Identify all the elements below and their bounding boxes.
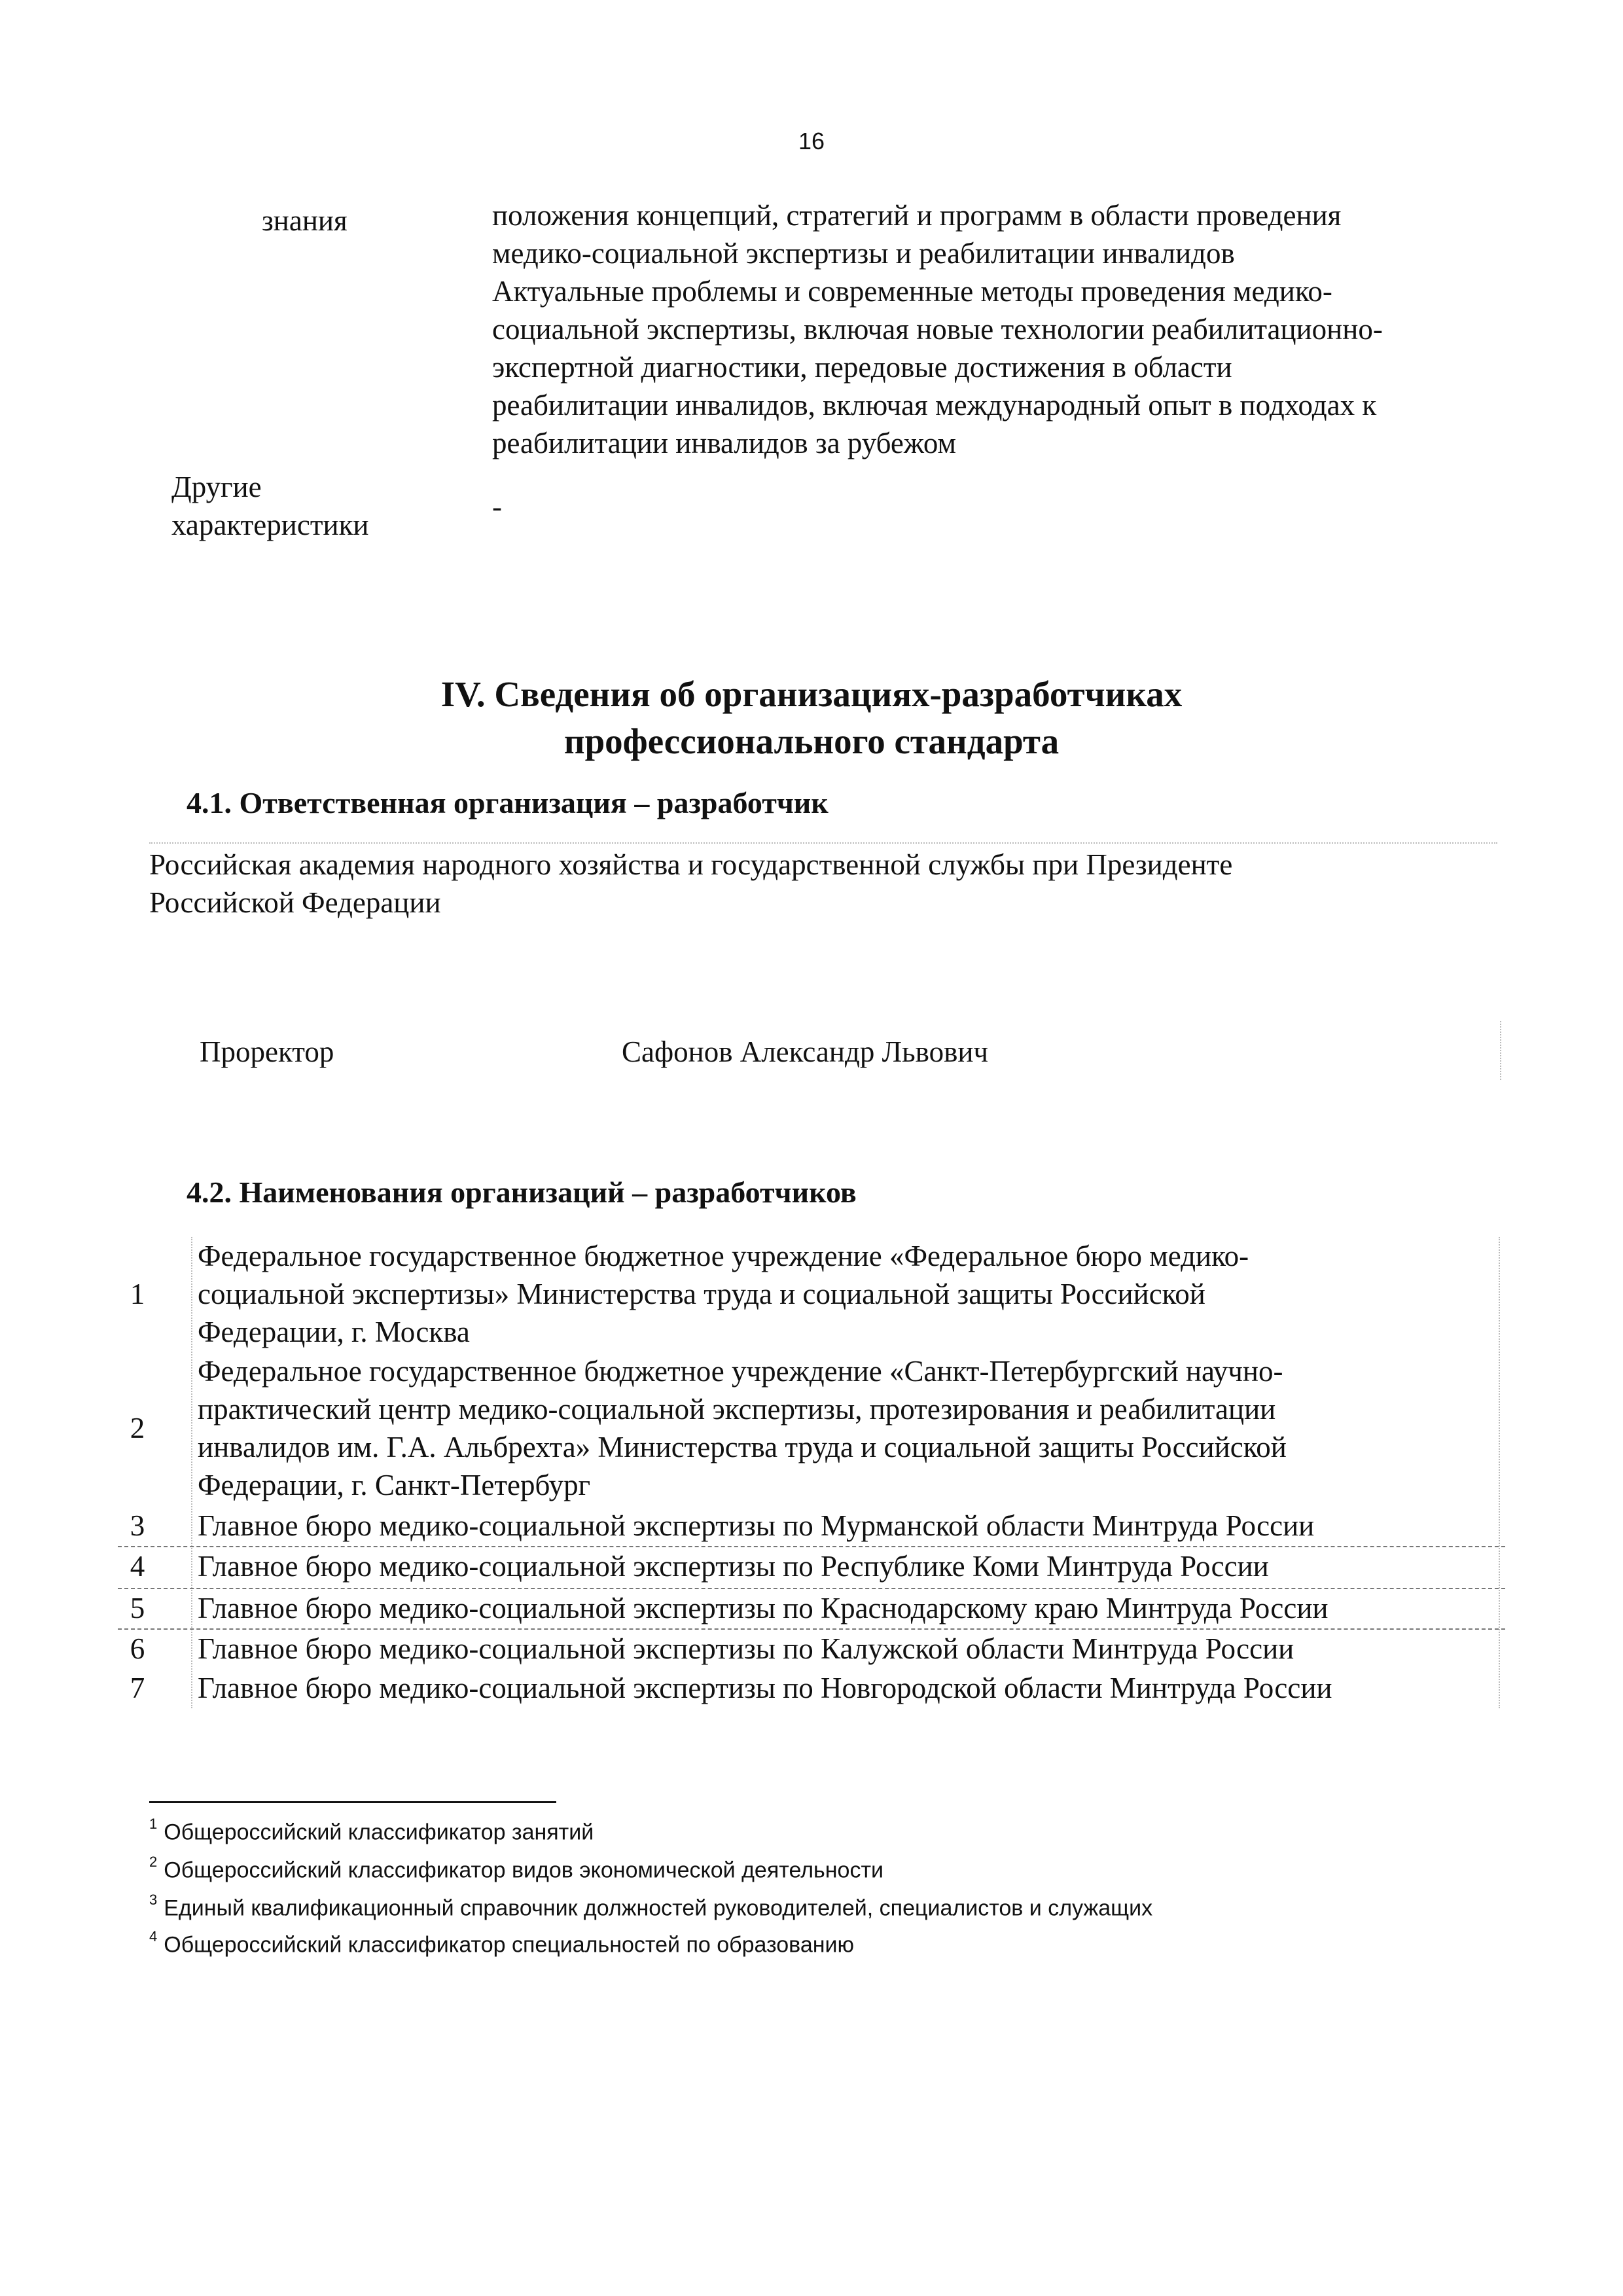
footnote bbox=[149, 1851, 883, 1884]
other-characteristics-value: - bbox=[492, 490, 502, 523]
knowledge-line: экспертной диагностики, передовые достижения в области bbox=[492, 351, 1232, 384]
table-row bbox=[118, 1589, 1505, 1627]
footnote-mark: 1 bbox=[149, 1816, 158, 1832]
footnote-text: Общероссийский классификатор специальностей по образованию bbox=[164, 1932, 855, 1958]
row-number: 5 bbox=[130, 1592, 145, 1624]
table-row bbox=[118, 1507, 1505, 1545]
table-row bbox=[118, 1547, 1505, 1585]
other-label-line: характеристики bbox=[171, 509, 369, 541]
table-row bbox=[118, 1630, 1505, 1668]
row-text: Главное бюро медико-социальной экспертизы по Калужской области Минтруда России bbox=[198, 1632, 1294, 1665]
page-number: 16 bbox=[798, 128, 825, 154]
organization-line: Российской Федерации bbox=[149, 886, 441, 919]
section-iv-title-line: IV. Сведения об организациях-разработчиках bbox=[440, 674, 1183, 714]
row-number: 6 bbox=[130, 1632, 145, 1665]
footnote-separator bbox=[149, 1801, 556, 1803]
table-row bbox=[118, 1669, 1505, 1707]
section-iv-title-line: профессионального стандарта bbox=[563, 721, 1060, 761]
section-4-1-heading: 4.1. Ответственная организация – разработчик bbox=[187, 786, 829, 819]
table-row bbox=[118, 1237, 1505, 1351]
row-text: Федеральное государственное бюджетное учреждение «Санкт-Петербургский научно- bbox=[198, 1355, 1283, 1388]
row-text: Федеральное государственное бюджетное учреждение «Федеральное бюро медико- bbox=[198, 1240, 1249, 1272]
table-row bbox=[118, 1352, 1505, 1504]
footnote-mark: 4 bbox=[149, 1928, 158, 1945]
row-text: социальной экспертизы» Министерства труда и социальной защиты Российской bbox=[198, 1278, 1205, 1310]
table-border bbox=[149, 842, 1497, 844]
responsible-organization bbox=[149, 846, 1232, 922]
section-4-2-heading: 4.2. Наименования организаций – разработчиков bbox=[187, 1175, 857, 1209]
row-text: Главное бюро медико-социальной экспертизы по Мурманской области Минтруда России bbox=[198, 1509, 1315, 1542]
footnote-text: Общероссийский классификатор видов экономической деятельности bbox=[164, 1857, 884, 1883]
row-text: Федерации, г. Санкт-Петербург bbox=[198, 1469, 591, 1501]
row-text: Федерации, г. Москва bbox=[198, 1316, 470, 1348]
row-text: инвалидов им. Г.А. Альбрехта» Министерства труда и социальной защиты Российской bbox=[198, 1431, 1287, 1463]
row-text: Главное бюро медико-социальной экспертизы по Республике Коми Минтруда России bbox=[198, 1550, 1269, 1583]
footnote bbox=[149, 1889, 1152, 1922]
row-text: практический центр медико-социальной экспертизы, протезирования и реабилитации bbox=[198, 1393, 1276, 1426]
organization-line: Российская академия народного хозяйства и государственной службы при Президенте bbox=[149, 848, 1233, 881]
knowledge-label: знания bbox=[262, 204, 348, 237]
other-label-line: Другие bbox=[171, 471, 262, 503]
knowledge-line: социальной экспертизы, включая новые технологии реабилитационно- bbox=[492, 313, 1383, 346]
knowledge-text bbox=[492, 196, 1383, 462]
footnote-mark: 2 bbox=[149, 1854, 158, 1870]
knowledge-line: положения концепций, стратегий и программ в области проведения bbox=[492, 199, 1342, 232]
row-number: 4 bbox=[130, 1550, 145, 1583]
signatory-name: Сафонов Александр Львович bbox=[622, 1035, 989, 1068]
knowledge-line: медико-социальной экспертизы и реабилитации инвалидов bbox=[492, 237, 1235, 270]
knowledge-line: реабилитации инвалидов за рубежом bbox=[492, 427, 956, 459]
footnote bbox=[149, 1926, 854, 1958]
row-number: 3 bbox=[130, 1509, 145, 1542]
footnote-mark: 3 bbox=[149, 1892, 158, 1908]
footnote bbox=[149, 1813, 594, 1846]
other-characteristics-label bbox=[171, 468, 369, 544]
row-number: 7 bbox=[130, 1672, 145, 1704]
footnote-text: Единый квалификационный справочник должностей руководителей, специалистов и служащих bbox=[164, 1895, 1153, 1921]
signatory-position: Проректор bbox=[200, 1035, 334, 1068]
knowledge-line: реабилитации инвалидов, включая международный опыт в подходах к bbox=[492, 389, 1377, 422]
section-iv-title bbox=[0, 671, 1623, 765]
table-border bbox=[1500, 1021, 1501, 1080]
knowledge-line: Актуальные проблемы и современные методы проведения медико- bbox=[492, 275, 1332, 308]
row-text: Главное бюро медико-социальной экспертизы по Новгородской области Минтруда России bbox=[198, 1672, 1332, 1704]
row-text: Главное бюро медико-социальной экспертизы по Краснодарскому краю Минтруда России bbox=[198, 1592, 1329, 1624]
footnote-text: Общероссийский классификатор занятий bbox=[164, 1820, 594, 1845]
row-number: 1 bbox=[130, 1278, 145, 1310]
row-number: 2 bbox=[130, 1412, 145, 1444]
